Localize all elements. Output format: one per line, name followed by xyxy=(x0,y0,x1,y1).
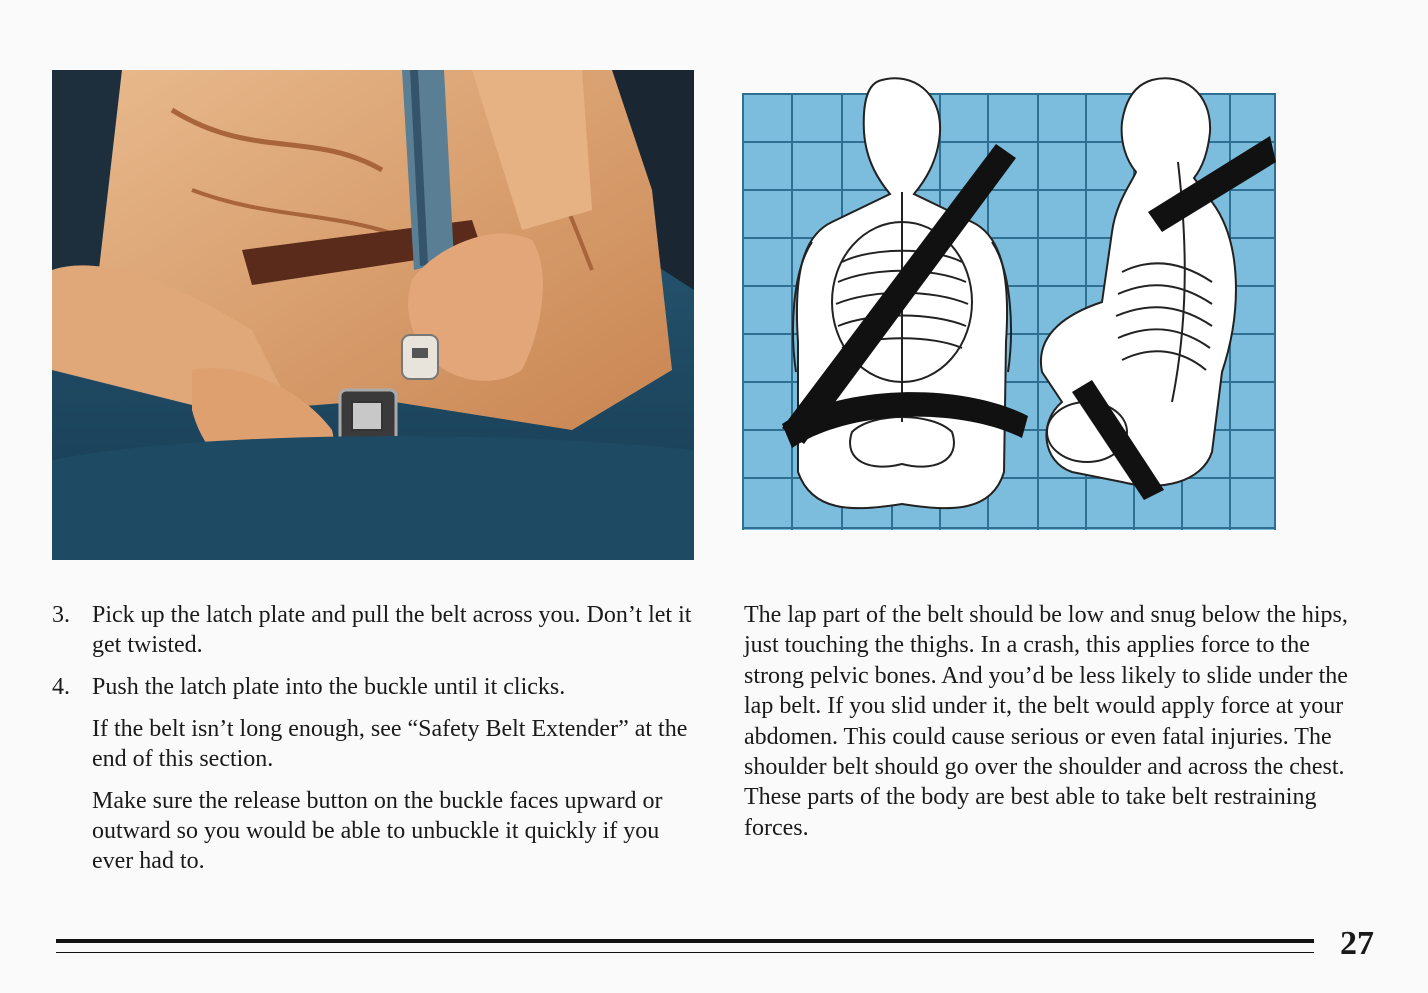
right-column-paragraph: The lap part of the belt should be low and snug below the hips, just touching the thighs. In a crash, this applies force to the strong pelvic bones. And you’d be less likely to slide under the lap belt. If you slid under it, the belt would apply force at your abdomen. This could cause serious or even fatal injuries. The shoulder belt should go over the shoulder and across the chest. These parts of the body are best able to take belt restraining forces. xyxy=(744,602,1348,841)
left-column xyxy=(52,600,702,888)
page-number: 27 xyxy=(1340,925,1374,962)
buckling-seat-belt-illustration xyxy=(52,70,694,560)
step-number: 4. xyxy=(52,674,70,700)
release-button-note: Make sure the release button on the buckle faces upward or outward so you would be able to unbuckle it quickly if you ever had to. xyxy=(92,788,663,874)
step-text: Push the latch plate into the buckle until it clicks. xyxy=(92,674,566,700)
step-3 xyxy=(52,600,702,660)
footer-rule xyxy=(56,939,1314,943)
footer-rule-thin xyxy=(56,952,1314,953)
skeleton-seat-belt-diagram xyxy=(742,72,1276,530)
step-4 xyxy=(52,672,702,702)
extender-note: If the belt isn’t long enough, see “Safety Belt Extender” at the end of this section. xyxy=(92,716,688,772)
step-text: Pick up the latch plate and pull the belt across you. Don’t let it get twisted. xyxy=(92,602,692,658)
step-number: 3. xyxy=(52,602,70,628)
